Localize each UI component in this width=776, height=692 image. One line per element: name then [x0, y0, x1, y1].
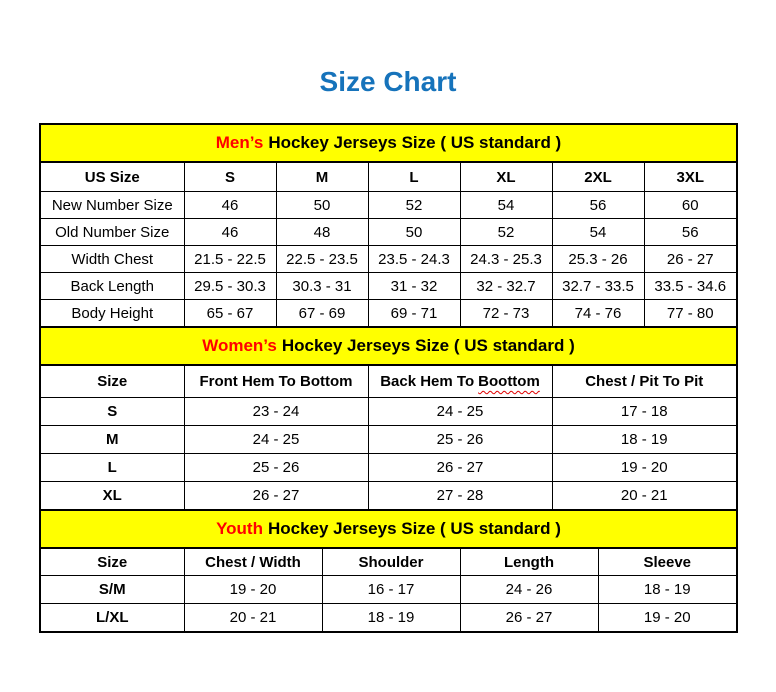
size-chart-table — [39, 123, 738, 633]
table-row — [41, 604, 736, 632]
column-header-xl: XL — [460, 163, 552, 192]
table-cell: 33.5 - 34.6 — [644, 273, 736, 300]
page-title: Size Chart — [319, 66, 457, 97]
table-row — [41, 576, 736, 604]
table-cell: S — [41, 398, 184, 426]
back-hem-prefix: Back Hem To — [380, 373, 475, 390]
table-cell: 65 - 67 — [184, 300, 276, 327]
column-header-size: Size — [41, 549, 184, 576]
table-cell: 77 - 80 — [644, 300, 736, 327]
table-cell: 26 - 27 — [368, 454, 552, 482]
table-cell: 60 — [644, 192, 736, 219]
column-header-s: S — [184, 163, 276, 192]
table-row — [41, 482, 736, 510]
table-cell: Width Chest — [41, 246, 184, 273]
table-cell: 24 - 25 — [184, 426, 368, 454]
table-cell: 67 - 69 — [276, 300, 368, 327]
table-cell: 19 - 20 — [598, 604, 736, 632]
table-cell: M — [41, 426, 184, 454]
youth-section-banner — [41, 509, 736, 549]
table-cell: XL — [41, 482, 184, 510]
table-row — [41, 246, 736, 273]
womens-table-body — [41, 398, 736, 510]
mens-section-banner — [41, 125, 736, 163]
table-cell: Old Number Size — [41, 219, 184, 246]
table-cell: Back Length — [41, 273, 184, 300]
table-cell: 54 — [552, 219, 644, 246]
womens-header-row — [41, 366, 736, 398]
column-header-chest-pit: Chest / Pit To Pit — [552, 366, 736, 398]
youth-size-table — [41, 549, 736, 631]
table-cell: 25 - 26 — [184, 454, 368, 482]
table-cell: 18 - 19 — [552, 426, 736, 454]
table-row — [41, 219, 736, 246]
table-cell: 29.5 - 30.3 — [184, 273, 276, 300]
table-cell: 32.7 - 33.5 — [552, 273, 644, 300]
table-cell: 74 - 76 — [552, 300, 644, 327]
womens-section-banner — [41, 326, 736, 366]
column-header-3xl: 3XL — [644, 163, 736, 192]
table-cell: 20 - 21 — [552, 482, 736, 510]
table-cell: 23 - 24 — [184, 398, 368, 426]
mens-header-row — [41, 163, 736, 192]
column-header-front-hem: Front Hem To Bottom — [184, 366, 368, 398]
column-header-chest-width: Chest / Width — [184, 549, 322, 576]
column-header-size: Size — [41, 366, 184, 398]
table-cell: 56 — [552, 192, 644, 219]
table-cell: 72 - 73 — [460, 300, 552, 327]
table-cell: 26 - 27 — [460, 604, 598, 632]
womens-banner-text: Hockey Jerseys Size ( US standard ) — [281, 336, 575, 355]
table-cell: 16 - 17 — [322, 576, 460, 604]
table-cell: 24 - 26 — [460, 576, 598, 604]
table-cell: 54 — [460, 192, 552, 219]
table-row — [41, 192, 736, 219]
column-header-length: Length — [460, 549, 598, 576]
table-cell: 19 - 20 — [184, 576, 322, 604]
table-cell: 31 - 32 — [368, 273, 460, 300]
column-header-us-size: US Size — [41, 163, 184, 192]
table-row — [41, 300, 736, 327]
table-cell: 32 - 32.7 — [460, 273, 552, 300]
table-cell: 50 — [276, 192, 368, 219]
table-cell: 26 - 27 — [184, 482, 368, 510]
table-row — [41, 273, 736, 300]
column-header-l: L — [368, 163, 460, 192]
column-header-back-hem — [368, 366, 552, 398]
table-cell: L/XL — [41, 604, 184, 632]
mens-banner-highlight: Men’s — [215, 133, 264, 152]
column-header-shoulder: Shoulder — [322, 549, 460, 576]
table-cell: 24 - 25 — [368, 398, 552, 426]
table-cell: 18 - 19 — [598, 576, 736, 604]
table-cell: 18 - 19 — [322, 604, 460, 632]
table-cell: 56 — [644, 219, 736, 246]
table-cell: 46 — [184, 192, 276, 219]
column-header-sleeve: Sleeve — [598, 549, 736, 576]
youth-banner-text: Hockey Jerseys Size ( US standard ) — [267, 519, 561, 538]
table-cell: 23.5 - 24.3 — [368, 246, 460, 273]
mens-size-table — [41, 163, 736, 326]
table-cell: 17 - 18 — [552, 398, 736, 426]
table-cell: S/M — [41, 576, 184, 604]
table-cell: 69 - 71 — [368, 300, 460, 327]
table-cell: 21.5 - 22.5 — [184, 246, 276, 273]
back-hem-misspelled-word: Boottom — [478, 373, 540, 390]
table-cell: New Number Size — [41, 192, 184, 219]
table-cell: 25 - 26 — [368, 426, 552, 454]
womens-banner-highlight: Women’s — [202, 336, 277, 355]
table-row — [41, 398, 736, 426]
table-cell: 52 — [368, 192, 460, 219]
table-cell: 20 - 21 — [184, 604, 322, 632]
table-cell: 26 - 27 — [644, 246, 736, 273]
table-cell: 19 - 20 — [552, 454, 736, 482]
table-cell: Body Height — [41, 300, 184, 327]
table-row — [41, 426, 736, 454]
table-cell: 30.3 - 31 — [276, 273, 368, 300]
womens-size-table — [41, 366, 736, 509]
youth-table-body — [41, 576, 736, 632]
table-cell: 25.3 - 26 — [552, 246, 644, 273]
mens-banner-text: Hockey Jerseys Size ( US standard ) — [268, 133, 562, 152]
mens-table-body — [41, 192, 736, 327]
youth-banner-highlight: Youth — [216, 519, 263, 538]
table-cell: 24.3 - 25.3 — [460, 246, 552, 273]
youth-header-row — [41, 549, 736, 576]
column-header-2xl: 2XL — [552, 163, 644, 192]
table-cell: 52 — [460, 219, 552, 246]
table-cell: 22.5 - 23.5 — [276, 246, 368, 273]
table-cell: 27 - 28 — [368, 482, 552, 510]
table-cell: 50 — [368, 219, 460, 246]
table-cell: 46 — [184, 219, 276, 246]
table-cell: 48 — [276, 219, 368, 246]
table-row — [41, 454, 736, 482]
table-cell: L — [41, 454, 184, 482]
column-header-m: M — [276, 163, 368, 192]
